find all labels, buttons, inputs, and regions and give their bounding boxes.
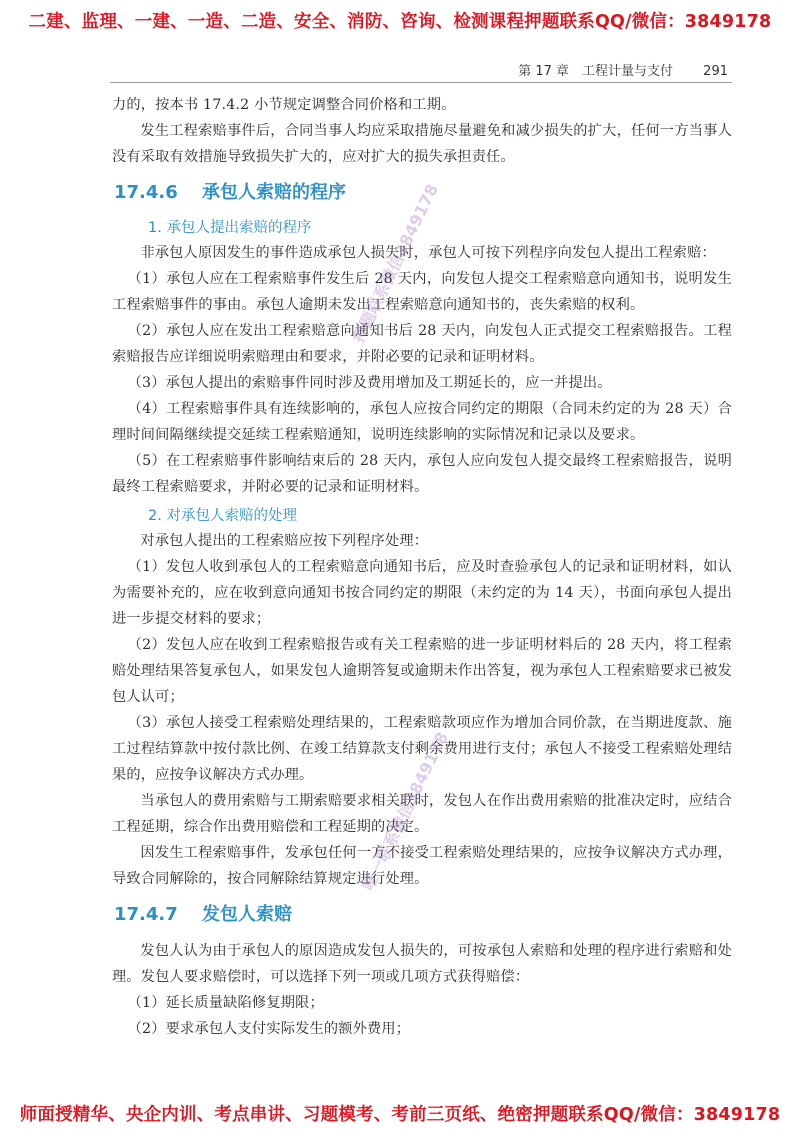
paragraph: 力的，按本书 17.4.2 小节规定调整合同价格和工期。: [112, 97, 456, 113]
promo-banner-bottom: 师面授精华、央企内训、考点串讲、习题模考、考前三页纸、绝密押题联系QQ/微信：3849178: [19, 1105, 781, 1125]
promo-banner-top: 二建、监理、一建、一造、二造、安全、消防、咨询、检测课程押题联系QQ/微信：3849178: [28, 12, 772, 32]
list-item: （5）在工程索赔事件影响结束后的 28 天内，承包人应向发包人提交最终工程索赔报告，说明最终工程索赔要求，并附必要的记录和证明材料。: [112, 453, 732, 495]
paragraph: 当承包人的费用索赔与工期索赔要求相关联时，发包人在作出费用索赔的批准决定时，应结合工程延期，综合作出费用赔偿和工程延期的决定。: [112, 793, 732, 835]
paragraph: 发生工程索赔事件后，合同当事人均应采取措施尽量避免和减少损失的扩大，任何一方当事人没有采取有效措施导致损失扩大的，应对扩大的损失承担责任。: [112, 123, 732, 165]
list-item: （4）工程索赔事件具有连续影响的，承包人应按合同约定的期限（合同未约定的为 28 天）合理时间间隔继续提交延续工程索赔通知，说明连续影响的实际情况和记录以及要求。: [112, 401, 732, 443]
paragraph: 对承包人提出的工程索赔应按下列程序处理：: [140, 533, 429, 549]
list-item: （1）延长质量缺陷修复期限；: [127, 995, 324, 1011]
list-item: （1）发包人收到承包人的工程索赔意向通知书后，应及时查验承包人的记录和证明材料，如认为需要补充的，应在收到意向通知书按合同约定的期限（未约定的为 14 天），书面向承包人提出进一步提交材料的要求；: [112, 559, 732, 627]
subsection-heading: 1. 承包人提出索赔的程序: [148, 220, 312, 236]
list-item: （2）要求承包人支付实际发生的额外费用；: [127, 1021, 411, 1037]
section-title: 发包人索赔: [202, 904, 292, 925]
section-number: 17.4.6: [114, 182, 178, 203]
section-heading-17-4-7: [112, 900, 732, 930]
section-heading-17-4-6: [112, 178, 732, 208]
subsection-heading: 2. 对承包人索赔的处理: [148, 508, 297, 524]
list-item: （2）承包人应在发出工程索赔意向通知书后 28 天内，向发包人正式提交工程索赔报告。工程索赔报告应详细说明索赔理由和要求，并附必要的记录和证明材料。: [112, 323, 732, 365]
running-head: [518, 60, 728, 79]
watermark: 押题联系微信3849178: [348, 180, 443, 346]
list-item: （2）发包人应在收到工程索赔报告或有关工程索赔的进一步证明材料后的 28 天内，将工程索赔处理结果答复承包人，如果发包人逾期答复或逾期未作出答复，视为承包人工程索赔要求已被发包人认可；: [112, 637, 732, 705]
list-item: （3）承包人提出的索赔事件同时涉及费用增加及工期延长的，应一并提出。: [127, 375, 612, 391]
chapter-title: 第 17 章 工程计量与支付: [518, 64, 674, 79]
section-number: 17.4.7: [114, 904, 178, 925]
page-body: [112, 92, 732, 1042]
paragraph: 发包人认为由于承包人的原因造成发包人损失的，可按承包人索赔和处理的程序进行索赔和处理。发包人要求赔偿时，可以选择下列一项或几项方式获得赔偿：: [112, 943, 732, 985]
watermark: 唯一联系微信3849178: [358, 728, 453, 894]
page-number: 291: [703, 64, 728, 79]
list-item: （3）承包人接受工程索赔处理结果的，工程索赔款项应作为增加合同价款，在当期进度款、施工过程结算款中按付款比例、在竣工结算款支付剩余费用进行支付；承包人不接受工程索赔处理结果的，应按争议解决方式办理。: [112, 715, 732, 783]
list-item: （1）承包人应在工程索赔事件发生后 28 天内，向发包人提交工程索赔意向通知书，说明发生工程索赔事件的事由。承包人逾期未发出工程索赔意向通知书的，丧失索赔的权利。: [112, 271, 732, 313]
paragraph: 因发生工程索赔事件，发承包任何一方不接受工程索赔处理结果的，应按争议解决方式办理，导致合同解除的，按合同解除结算规定进行处理。: [112, 845, 732, 887]
section-title: 承包人索赔的程序: [202, 182, 346, 203]
paragraph: 非承包人原因发生的事件造成承包人损失时，承包人可按下列程序向发包人提出工程索赔：: [140, 245, 716, 261]
header-rule: [110, 82, 732, 83]
